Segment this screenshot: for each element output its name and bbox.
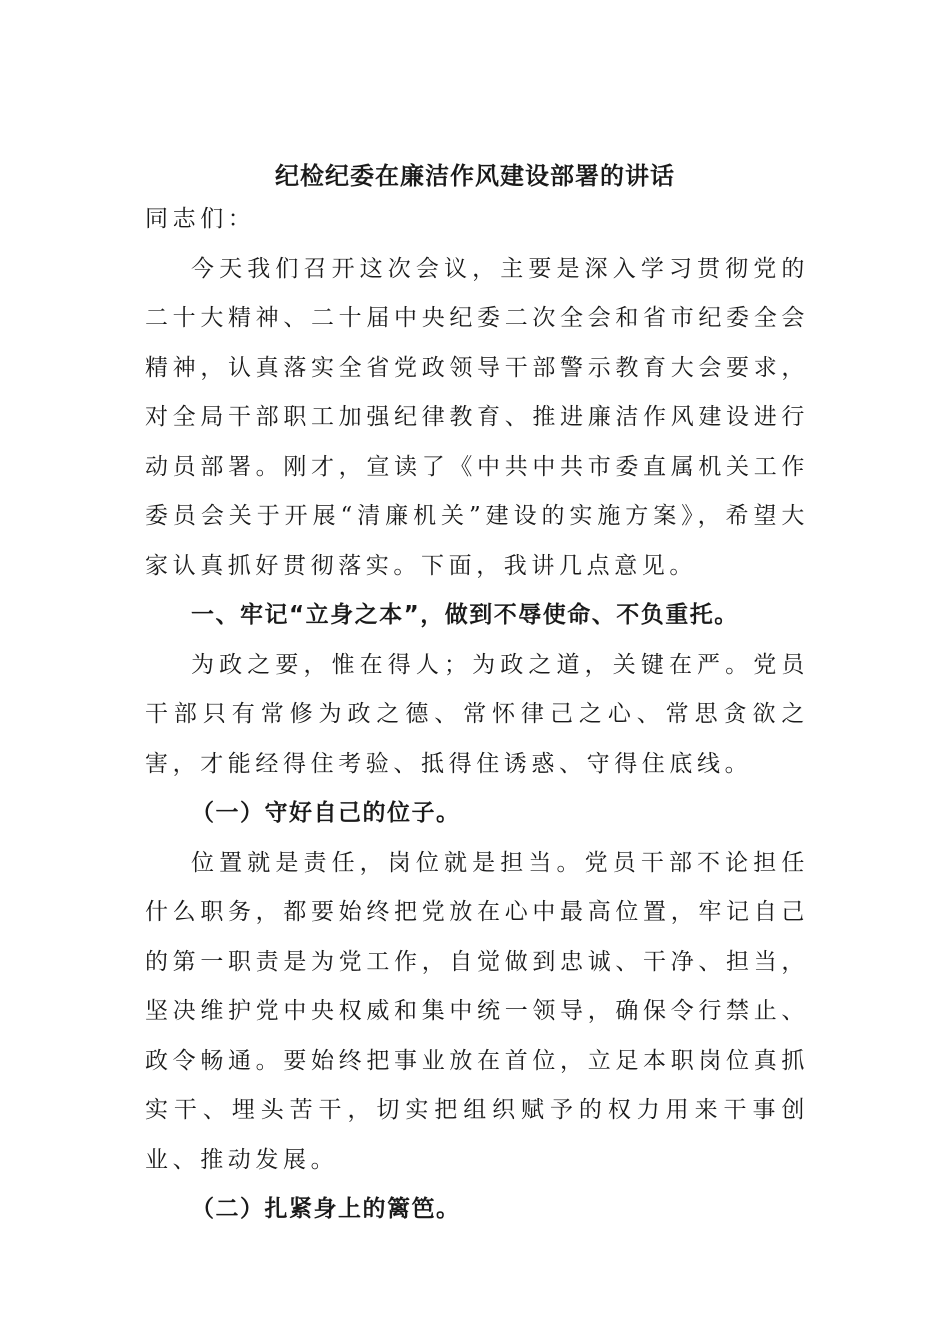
document-body [145,195,809,1235]
document-title: 纪检纪委在廉洁作风建设部署的讲话 [275,162,675,190]
paragraph-intro: 今天我们召开这次会议，主要是深入学习贯彻党的二十大精神、二十届中央纪委二次全会和省市纪委全会精神，认真落实全省党政领导干部警示教育大会要求，对全局干部职工加强纪律教育、推进廉洁作风建设进行动员部署。刚才，宣读了《中共中共市委直属机关工作委员会关于开展“清廉机关”建设的实施方案》，希望大家认真抓好贯彻落实。下面，我讲几点意见。 [145,255,809,579]
paragraph-section-1: 为政之要，惟在得人；为政之道，关键在严。党员干部只有常修为政之德、常怀律己之心、常思贪欲之害，才能经得住考验、抵得住诱惑、守得住底线。 [145,651,809,777]
subsection-heading-1: （一）守好自己的位子。 [191,800,461,826]
section-heading-1: 一、牢记“立身之本”，做到不辱使命、不负重托。 [191,602,739,628]
paragraph-subsection-1: 位置就是责任，岗位就是担当。党员干部不论担任什么职务，都要始终把党放在心中最高位置，牢记自己的第一职责是为党工作，自觉做到忠诚、干净、担当，坚决维护党中央权威和集中统一领导，确保令行禁止、政令畅通。要始终把事业放在首位，立足本职岗位真抓实干、埋头苦干，切实把组织赋予的权力用来干事创业、推动发展。 [145,849,809,1173]
subsection-heading-2: （二）扎紧身上的篱笆。 [191,1196,461,1222]
salutation: 同志们： [145,206,256,232]
